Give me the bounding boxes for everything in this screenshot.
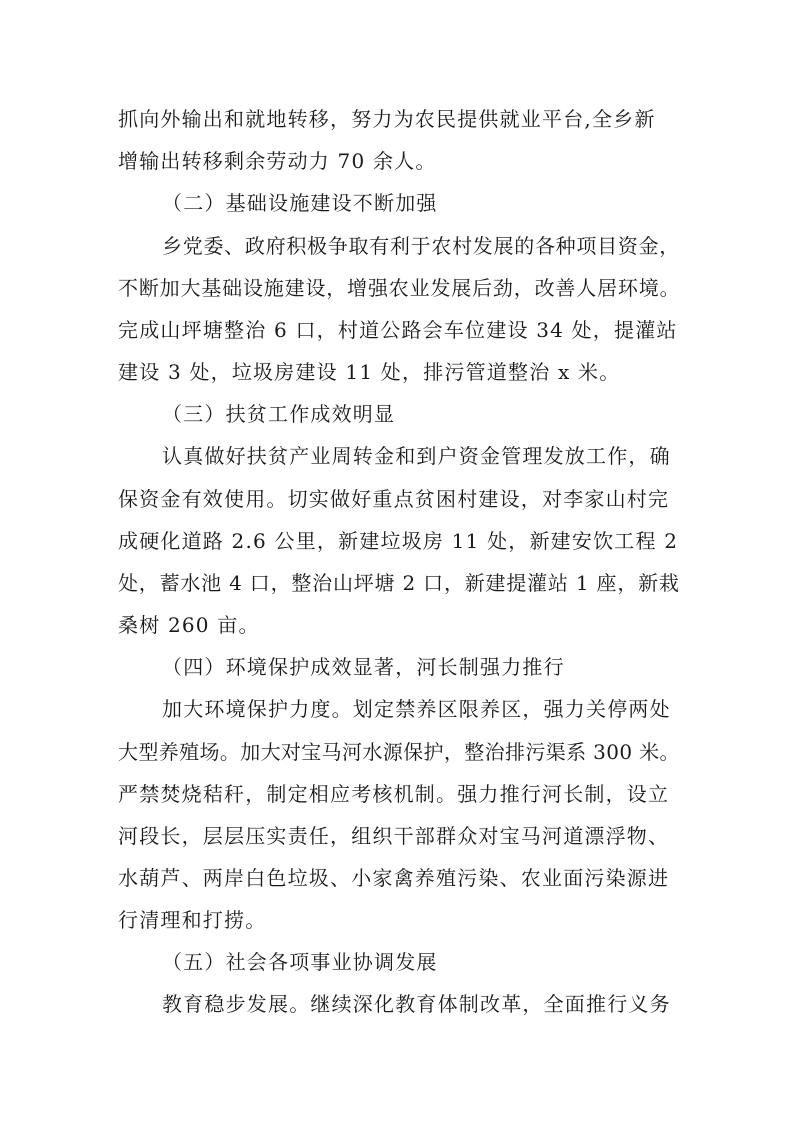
paragraph-line: 抓向外输出和就地转移，努力为农民提供就业平台,全乡新 (118, 107, 656, 131)
paragraph-line: 完成山坪塘整治 6 口，村道公路会车位建设 34 处，提灌站 (118, 318, 678, 342)
section-heading: （五）社会各项事业协调发展 (162, 950, 438, 974)
paragraph-line: 处，蓄水池 4 口，整治山坪塘 2 口，新建提灌站 1 座，新栽 (118, 571, 680, 595)
paragraph-line: 成硬化道路 2.6 公里，新建垃圾房 11 处，新建安饮工程 2 (118, 529, 679, 553)
paragraph-line: 桑树 260 亩。 (118, 613, 260, 637)
section-heading: （二）基础设施建设不断加强 (162, 191, 438, 215)
paragraph-line: 不断加大基础设施建设，增强农业发展后劲，改善人居环境。 (118, 276, 681, 300)
paragraph-line: 严禁焚烧秸秆，制定相应考核机制。强力推行河长制，设立 (118, 782, 670, 806)
paragraph-line: 乡党委、政府积极争取有利于农村发展的各种项目资金， (162, 234, 680, 258)
paragraph-line: 水葫芦、两岸白色垃圾、小家禽养殖污染、农业面污染源进 (118, 866, 670, 890)
paragraph-line: 大型养殖场。加大对宝马河水源保护，整治排污渠系 300 米。 (118, 740, 680, 764)
paragraph-line: 认真做好扶贫产业周转金和到户资金管理发放工作，确 (162, 444, 671, 468)
section-heading: （四）环境保护成效显著，河长制强力推行 (162, 655, 565, 679)
paragraph-line: 加大环境保护力度。划定禁养区限养区，强力关停两处 (162, 697, 671, 721)
paragraph-line: 建设 3 处，垃圾房建设 11 处，排污管道整治 x 米。 (118, 360, 621, 384)
paragraph-line: 行清理和打捞。 (118, 908, 267, 932)
paragraph-line: 保资金有效使用。切实做好重点贫困村建设，对李家山村完 (118, 487, 670, 511)
paragraph-line: 教育稳步发展。继续深化教育体制改革，全面推行义务 (162, 992, 671, 1016)
paragraph-line: 河段长，层层压实责任，组织干部群众对宝马河道漂浮物、 (118, 824, 670, 848)
paragraph-line: 增输出转移剩余劳动力 70 余人。 (118, 149, 437, 173)
section-heading: （三）扶贫工作成效明显 (162, 402, 396, 426)
